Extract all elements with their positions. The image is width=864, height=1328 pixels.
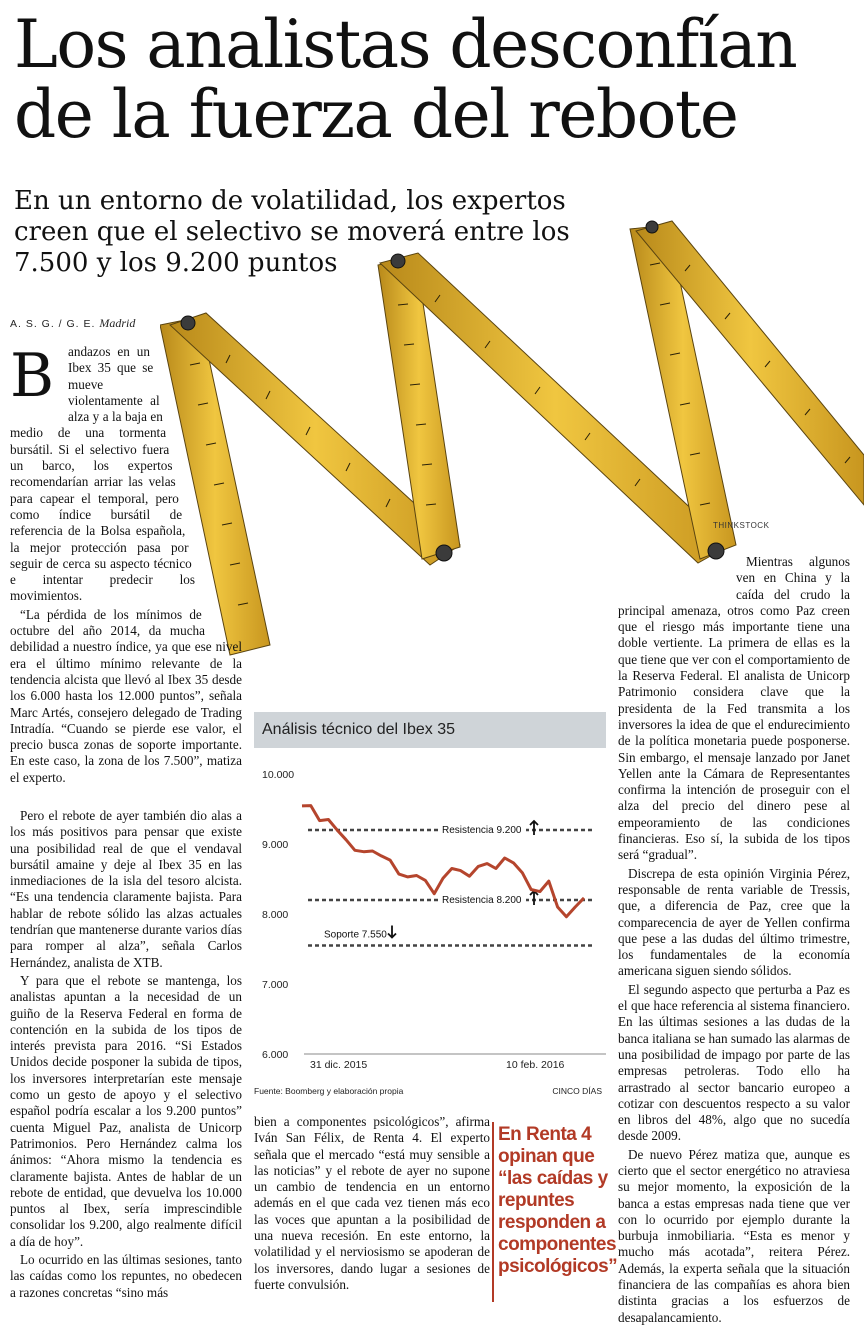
- byline-authors: A. S. G. / G. E.: [10, 318, 96, 330]
- x-start-label: 31 dic. 2015: [310, 1059, 368, 1071]
- drop-cap: B: [10, 341, 55, 411]
- chart-publisher: CINCO DÍAS: [552, 1086, 602, 1096]
- x-end-label: 10 feb. 2016: [506, 1059, 565, 1071]
- ibex-line-chart: [254, 712, 606, 1102]
- paragraph: El segundo aspecto que perturba a Paz es el que hace referencia al sistema financiero. En las últimas sesiones a las dudas de la banca italiana se han sumado las alarmas de una posibilidad de impago por parte de las empresas petroleras. Todo ello ha arrastrado al sector bancario europeo a cotizar con descuentos respecto a su valor en libros del 48%, algo que no sucedía desde 2009.: [618, 981, 850, 1144]
- paragraph: Y para que el rebote se mantenga, los analistas apuntan a la necesidad de un guiño de la Reserva Federal en forma de contención en la subida de los tipos de interés prevista para 2016. “Si Estados Unidos decide posponer la subida de tipos, los inversores interpretarían este mensaje como un gesto de apoyo y el selectivo español podría escalar a los 9.200 puntos” cuenta Miguel Paz, analista de Unicorp Patrimonios. Pero Hernández calma los ánimos: “Ahora mismo la tendencia es claramente bajista. Antes de hablar de un rebote de entidad, que devuelva los 10.000 puntos al Ibex, sería imprescindible consolidar los 9.200, algo realmente difícil a día de hoy”.: [10, 972, 242, 1249]
- subheadline: En un entorno de volatilidad, los expertos creen que el selectivo se moverá entre los 7.500 y los 9.200 puntos: [14, 186, 570, 278]
- paragraph: “La pérdida de los mínimos de octubre del año 2014, da mucha debilidad a nuestro índice, ya que ese nivel era el último mínimo relevante de la tendencia alcista que llevó al Ibex 35 desde los 6.000 hasta los 12.000 puntos”, señala Marc Artés, consejero delegado de Trading Intradía. “Cuando se pierde ese valor, el precio busca zonas de soporte importante. En este caso, la zona de los 7.500”, matiza el experto.: [10, 606, 242, 785]
- paragraph: Lo ocurrido en las últimas sesiones, tanto las caídas como los repuntes, no obedecen a razones concretas “sino más: [10, 1252, 242, 1300]
- column-1-lower: [10, 808, 242, 1303]
- column-3: [618, 554, 850, 1328]
- pull-quote: En Renta 4 opinan que “las caídas y repuntes responden a componentes psicológicos”: [498, 1124, 618, 1277]
- column-2: [254, 1114, 490, 1295]
- paragraph: Mientras algunos ven en China y la caída del crudo la principal amenaza, otros como Paz creen que el riesgo más importante tiene una doble vertiente. La primera de ellas es la que tiene que ver con el comportamiento de la Reserva Federal. El analista de Unicorp Patrimonio considera clave que la presidenta de la Fed transmita a los inversores la idea de que el endurecimiento de la política monetaria puede posponerse. Sin embargo, el mensaje lanzado por Janet Yellen ante la Cámara de Representantes confirma la intención de proseguir con el alza del precio del dinero pese al empeoramiento de las condiciones financieras. Eso sí, la subida de los tipos será “gradual”.: [618, 554, 850, 863]
- pull-quote-rule: [492, 1122, 494, 1302]
- level-label: Resistencia 9.200: [442, 825, 522, 836]
- level-label: Resistencia 8.200: [442, 895, 522, 906]
- chart-source: Fuente: Boomberg y elaboración propia: [254, 1086, 404, 1096]
- y-axis-ticks: [262, 769, 294, 1061]
- arrow-down-icon: [388, 926, 396, 938]
- y-tick-label: 8.000: [262, 909, 289, 921]
- chart-title: Análisis técnico del Ibex 35: [262, 721, 455, 738]
- y-tick-label: 7.000: [262, 979, 289, 991]
- arrow-up-icon: [530, 821, 538, 835]
- photo-credit: THINKSTOCK: [713, 521, 770, 530]
- byline-city: Madrid: [99, 316, 136, 330]
- level-label: Soporte 7.550: [324, 929, 387, 941]
- arrow-up-icon: [530, 891, 538, 905]
- headline: Los analistas desconfían de la fuerza del rebote: [14, 6, 797, 153]
- paragraph: Discrepa de esta opinión Virginia Pérez, responsable de renta variable de Tressis, que, a diferencia de Paz, cree que la comparecencia de ayer de Yellen confirma que pese a las dudas del último trimestre, los fundamentales de la economía americana siguen siendo sólidos.: [618, 865, 850, 979]
- paragraph: Pero el rebote de ayer también dio alas a los más positivos para pensar que existe una posibilidad real de que el vendaval bursátil amaine y deje al Ibex 35 en las inmediaciones de la isla del tesoro alcista. “Es una tendencia claramente bajista. Para hablar de rebote sólido las alzas actuales tendrían que mantenerse durante varios días para romper al alza”, señala Carlos Hernández, analista de XTB.: [10, 808, 242, 970]
- column-1-text: [10, 341, 242, 788]
- y-tick-label: 6.000: [262, 1049, 289, 1061]
- paragraph: bien a componentes psicológicos”, afirma Iván San Félix, de Renta 4. El experto señala que el mercado “está muy sensible a las noticias” y el rebote de ayer no supone un cambio de tendencia en un entorno además en el que cada vez tienen más eco las voces que apuntan a la posibilidad de una nueva recesión. En este entorno, la volatilidad y el nerviosismo se apoderan de los inversores, dando lugar a sesiones de fuerte convulsión.: [254, 1114, 490, 1292]
- y-tick-label: 9.000: [262, 839, 289, 851]
- y-tick-label: 10.000: [262, 769, 295, 781]
- paragraph: andazos en un Ibex 35 que se mueve violentamente al alza y a la baja en medio de una tormenta bursátil. Si el selectivo fuera un barco, los expertos recomendarían arriar las velas para capear el temporal, pero como índice bursátil de referencia de la Bolsa española, la mejor protección pasa por seguir de cerca su aspecto técnico e intentar predecir los movimientos.: [10, 344, 195, 604]
- byline: [10, 316, 135, 331]
- paragraph: De nuevo Pérez matiza que, aunque es cierto que el sector energético no atraviesa su mejor momento, la exposición de la banca a estas empresas nada tiene que ver con lo ocurrido por ejemplo durante la burbuja inmobiliaria. “Esta es menor y mucho más acotada”, reitera Pérez. Además, la experta señala que la situación financiera de las compañías es ahora bien distinta gracias a los esfuerzos de desapalancamiento.: [618, 1146, 850, 1325]
